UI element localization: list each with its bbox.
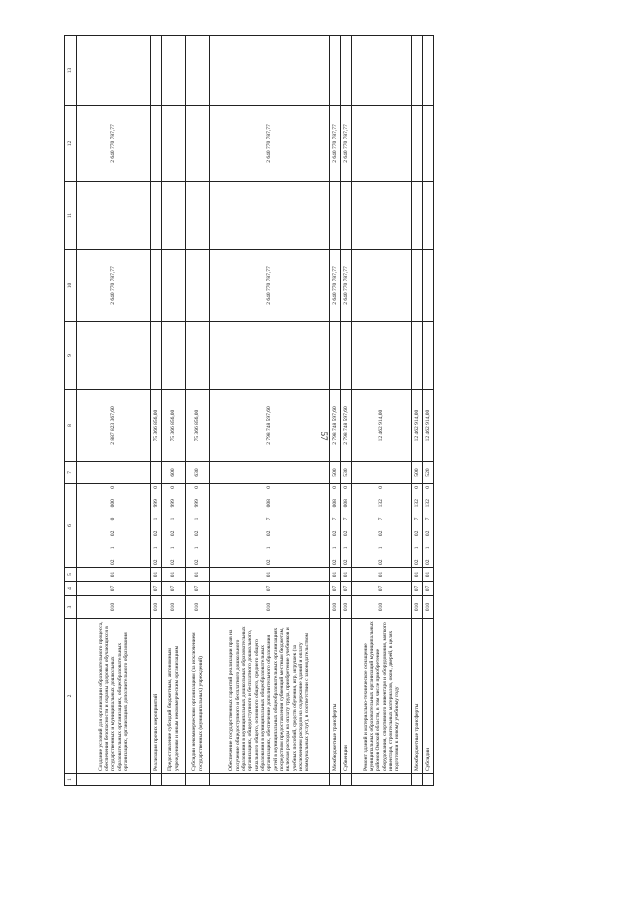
cell-col-8: 2 798 748 597,60: [210, 390, 330, 462]
cell-col-4: 07: [341, 582, 352, 596]
cell-col-13: [186, 36, 210, 106]
cell-col-10: 2 640 770 787,77: [330, 250, 341, 322]
target-article-code: [153, 486, 159, 565]
code-segment: 02: [378, 530, 385, 537]
cell-col-1: [412, 774, 423, 786]
target-article-code: [378, 486, 384, 565]
cell-col-3: 010: [151, 596, 162, 619]
code-segment: 02: [266, 530, 273, 537]
cell-col-5: 01: [77, 568, 151, 582]
code-segment: 02: [110, 559, 117, 565]
target-article-code-cell: [330, 484, 341, 568]
cell-col-13: [352, 36, 412, 106]
code-segment: 02: [413, 530, 420, 537]
cell-col-9: [77, 322, 151, 390]
cell-col-12: 2 640 770 787,77: [341, 106, 352, 182]
cell-col-9: [330, 322, 341, 390]
cell-col-12: [162, 106, 186, 182]
cell-col-10: [162, 250, 186, 322]
code-segment: 02: [170, 530, 177, 537]
item-name-cell: Субсидии: [423, 619, 434, 774]
code-segment: 0: [378, 486, 385, 489]
table-row: [330, 36, 341, 786]
code-segment: 7: [378, 517, 385, 521]
target-article-code: [194, 486, 200, 565]
code-segment: 02: [342, 530, 349, 537]
cell-col-13: [412, 36, 423, 106]
cell-col-7: 500: [412, 462, 423, 484]
cell-col-10: 2 640 770 787,77: [341, 250, 352, 322]
item-name-cell: Субсидии некоммерческим организациям (за исключением государственных (муниципальных) учреждений): [186, 619, 210, 774]
code-segment: 02: [413, 559, 420, 565]
code-segment: 132: [378, 499, 385, 508]
cell-col-10: [186, 250, 210, 322]
code-segment: 132: [413, 499, 420, 508]
cell-col-3: 010: [352, 596, 412, 619]
code-segment: 02: [152, 559, 159, 565]
cell-col-1: [77, 774, 151, 786]
table-row: [341, 36, 352, 786]
cell-col-10: 2 640 770 787,77: [210, 250, 330, 322]
cell-col-7: 520: [423, 462, 434, 484]
code-segment: 1: [194, 517, 201, 521]
cell-col-11: [341, 182, 352, 250]
cell-col-9: [162, 322, 186, 390]
code-segment: 02: [152, 530, 159, 537]
target-article-code: [170, 486, 176, 565]
cell-col-5: 01: [330, 568, 341, 582]
cell-col-9: [210, 322, 330, 390]
cell-col-12: [186, 106, 210, 182]
code-segment: 02: [194, 559, 201, 565]
cell-col-1: [330, 774, 341, 786]
cell-col-8: 2 798 748 597,60: [330, 390, 341, 462]
cell-col-8: 12 462 914,00: [412, 390, 423, 462]
cell-col-5: 01: [352, 568, 412, 582]
cell-col-4: 07: [162, 582, 186, 596]
item-name-cell: Реализация прочих мероприятий: [151, 619, 162, 774]
code-segment: 999: [152, 499, 159, 508]
cell-col-7: [77, 462, 151, 484]
column-header-1: 1: [65, 774, 77, 786]
cell-col-3: 010: [423, 596, 434, 619]
cell-col-1: [352, 774, 412, 786]
cell-col-7: 630: [186, 462, 210, 484]
cell-col-1: [186, 774, 210, 786]
table-row: [77, 36, 151, 786]
budget-table: [64, 35, 434, 786]
cell-col-3: 010: [210, 596, 330, 619]
code-segment: 1: [378, 546, 385, 550]
code-segment: 0: [413, 486, 420, 489]
code-segment: 999: [194, 499, 201, 508]
code-segment: 1: [266, 546, 273, 550]
target-article-code-cell: [77, 484, 151, 568]
cell-col-7: 500: [330, 462, 341, 484]
cell-col-3: 010: [77, 596, 151, 619]
item-name-cell: Предоставление субсидий бюджетным, автономным учреждениям и иным некоммерческим организациям: [162, 619, 186, 774]
target-article-code: [343, 486, 349, 565]
code-segment: 1: [342, 546, 349, 550]
cell-col-11: [77, 182, 151, 250]
target-article-code: [266, 486, 272, 565]
code-segment: 7: [266, 517, 273, 521]
code-segment: 0: [342, 486, 349, 489]
target-article-code: [332, 486, 338, 565]
cell-col-4: 07: [330, 582, 341, 596]
cell-col-7: 530: [341, 462, 352, 484]
cell-col-13: [210, 36, 330, 106]
cell-col-11: [210, 182, 330, 250]
target-article-code-cell: [423, 484, 434, 568]
code-segment: 1: [170, 517, 177, 521]
target-article-code-cell: [412, 484, 423, 568]
code-segment: 1: [413, 546, 420, 550]
cell-col-5: 01: [210, 568, 330, 582]
cell-col-12: [352, 106, 412, 182]
code-segment: 02: [194, 530, 201, 537]
code-segment: 02: [110, 530, 117, 537]
column-header-4: 4: [65, 582, 77, 596]
cell-col-9: [186, 322, 210, 390]
cell-col-13: [423, 36, 434, 106]
cell-col-11: [352, 182, 412, 250]
code-segment: 02: [424, 530, 431, 537]
cell-col-4: 07: [423, 582, 434, 596]
code-segment: 1: [194, 546, 201, 550]
code-segment: 0: [424, 486, 431, 489]
code-segment: 1: [170, 546, 177, 550]
code-segment: 02: [170, 559, 177, 565]
cell-col-8: 2 887 823 367,60: [77, 390, 151, 462]
cell-col-10: [412, 250, 423, 322]
code-segment: 008: [342, 499, 349, 508]
code-segment: 0: [110, 517, 117, 521]
column-header-8: 8: [65, 390, 77, 462]
code-segment: 132: [424, 499, 431, 508]
target-article-code-cell: [210, 484, 330, 568]
cell-col-10: [352, 250, 412, 322]
code-segment: 1: [110, 546, 117, 550]
code-segment: 1: [152, 517, 159, 521]
cell-col-9: [412, 322, 423, 390]
cell-col-11: [423, 182, 434, 250]
cell-col-12: 2 640 770 787,77: [77, 106, 151, 182]
cell-col-5: 01: [423, 568, 434, 582]
code-segment: 999: [170, 499, 177, 508]
target-article-code-cell: [352, 484, 412, 568]
cell-col-13: [330, 36, 341, 106]
column-header-2: 2: [65, 619, 77, 774]
cell-col-8: 75 366 856,00: [162, 390, 186, 462]
header-row: [65, 36, 77, 786]
code-segment: 0: [170, 486, 177, 489]
code-segment: 02: [331, 530, 338, 537]
column-header-3: 3: [65, 596, 77, 619]
item-name-cell: Создание условий для организации образовательного процесса, обеспечения безопасности и охраны здоровья обучающихся в государственных и муниципальных дошкольных образовательных организациях, общеобразовательных организациях, организациях дополнительного образования: [77, 619, 151, 774]
cell-col-11: [412, 182, 423, 250]
code-segment: 1: [331, 546, 338, 550]
code-segment: 1: [424, 546, 431, 550]
code-segment: 02: [342, 559, 349, 565]
cell-col-8: 75 366 856,00: [151, 390, 162, 462]
cell-col-5: 01: [151, 568, 162, 582]
item-name-cell: Ремонт зданий и материально-техническое оснащение муниципальных образовательных организаций муниципальных районов Омской области, в том числе приобретение оборудования, спортивного инвентаря и оборудования, мягкого инвентаря, строительных материалов, окон, дверей, в целях подготовки к новому учебному году: [352, 619, 412, 774]
cell-col-3: 010: [186, 596, 210, 619]
cell-col-1: [151, 774, 162, 786]
cell-col-11: [330, 182, 341, 250]
code-segment: 0: [331, 486, 338, 489]
code-segment: 0: [266, 486, 273, 489]
column-header-13: 13: [65, 36, 77, 106]
code-segment: 02: [266, 559, 273, 565]
code-segment: 008: [331, 499, 338, 508]
cell-col-8: 12 462 914,00: [352, 390, 412, 462]
cell-col-11: [151, 182, 162, 250]
code-segment: 02: [331, 559, 338, 565]
column-header-11: 11: [65, 182, 77, 250]
target-article-code: [110, 486, 116, 565]
table-row: [412, 36, 423, 786]
table-row: [352, 36, 412, 786]
table-row: [186, 36, 210, 786]
target-article-code: [425, 486, 431, 565]
cell-col-9: [423, 322, 434, 390]
cell-col-13: [151, 36, 162, 106]
cell-col-7: 600: [162, 462, 186, 484]
cell-col-1: [162, 774, 186, 786]
cell-col-1: [210, 774, 330, 786]
cell-col-11: [186, 182, 210, 250]
cell-col-5: 01: [186, 568, 210, 582]
item-name-cell: Субвенции: [341, 619, 352, 774]
cell-col-11: [162, 182, 186, 250]
cell-col-13: [77, 36, 151, 106]
page-number: 57: [319, 431, 329, 441]
cell-col-10: 2 640 770 787,77: [77, 250, 151, 322]
target-article-code: [414, 486, 420, 565]
cell-col-1: [341, 774, 352, 786]
code-segment: 0: [110, 486, 117, 489]
cell-col-9: [151, 322, 162, 390]
cell-col-8: 12 462 914,00: [423, 390, 434, 462]
column-header-6: 6: [65, 484, 77, 568]
cell-col-8: 75 366 856,00: [186, 390, 210, 462]
target-article-code-cell: [341, 484, 352, 568]
cell-col-4: 07: [151, 582, 162, 596]
item-name-cell: Межбюджетные трансферты: [412, 619, 423, 774]
cell-col-4: 07: [412, 582, 423, 596]
cell-col-3: 010: [330, 596, 341, 619]
cell-col-9: [341, 322, 352, 390]
column-header-7: 7: [65, 462, 77, 484]
cell-col-4: 07: [352, 582, 412, 596]
cell-col-1: [423, 774, 434, 786]
cell-col-8: 2 798 748 597,60: [341, 390, 352, 462]
code-segment: 7: [424, 517, 431, 521]
column-header-5: 5: [65, 568, 77, 582]
code-segment: 7: [413, 517, 420, 521]
code-segment: 0: [194, 486, 201, 489]
cell-col-12: 2 640 770 787,77: [210, 106, 330, 182]
cell-col-3: 010: [412, 596, 423, 619]
cell-col-12: [412, 106, 423, 182]
item-name-cell: Обеспечение государственных гарантий реализации прав на получение общедоступного и бесплатного дошкольного образования в муниципальных дошкольных образовательных организациях, общедоступного и бесплатного дошкольного, начального общего, основного общего, среднего общего образования в муниципальных общеобразовательных организациях, обеспечение дополнительного образования детей в муниципальных общеобразовательных организациях посредством предоставления субвенций местным бюджетам, включая расходы на оплату труда, приобретение учебников и учебных пособий, средств обучения, игр, игрушек (за исключением расходов на содержание зданий и оплату коммунальных услуг), в соответствии с законодательством: [210, 619, 330, 774]
column-header-12: 12: [65, 106, 77, 182]
code-segment: 02: [378, 559, 385, 565]
cell-col-7: [352, 462, 412, 484]
code-segment: 0: [152, 486, 159, 489]
code-segment: 000: [110, 499, 117, 508]
cell-col-3: 010: [162, 596, 186, 619]
cell-col-3: 010: [341, 596, 352, 619]
cell-col-12: [423, 106, 434, 182]
cell-col-4: 07: [186, 582, 210, 596]
code-segment: 7: [331, 517, 338, 521]
target-article-code-cell: [151, 484, 162, 568]
table-row: [210, 36, 330, 786]
cell-col-13: [162, 36, 186, 106]
cell-col-4: 07: [210, 582, 330, 596]
cell-col-5: 01: [341, 568, 352, 582]
code-segment: 7: [342, 517, 349, 521]
cell-col-7: [151, 462, 162, 484]
cell-col-10: [423, 250, 434, 322]
code-segment: 1: [152, 546, 159, 550]
table-body: [77, 36, 434, 786]
cell-col-5: 01: [162, 568, 186, 582]
cell-col-4: 07: [77, 582, 151, 596]
cell-col-12: 2 640 770 787,77: [330, 106, 341, 182]
cell-col-5: 01: [412, 568, 423, 582]
cell-col-13: [341, 36, 352, 106]
table-row: [151, 36, 162, 786]
cell-col-12: [151, 106, 162, 182]
item-name-cell: Межбюджетные трансферты: [330, 619, 341, 774]
code-segment: 02: [424, 559, 431, 565]
cell-col-10: [151, 250, 162, 322]
column-header-10: 10: [65, 250, 77, 322]
table-row: [423, 36, 434, 786]
table-row: [162, 36, 186, 786]
cell-col-9: [352, 322, 412, 390]
target-article-code-cell: [162, 484, 186, 568]
cell-col-7: [210, 462, 330, 484]
code-segment: 008: [266, 499, 273, 508]
target-article-code-cell: [186, 484, 210, 568]
column-header-9: 9: [65, 322, 77, 390]
